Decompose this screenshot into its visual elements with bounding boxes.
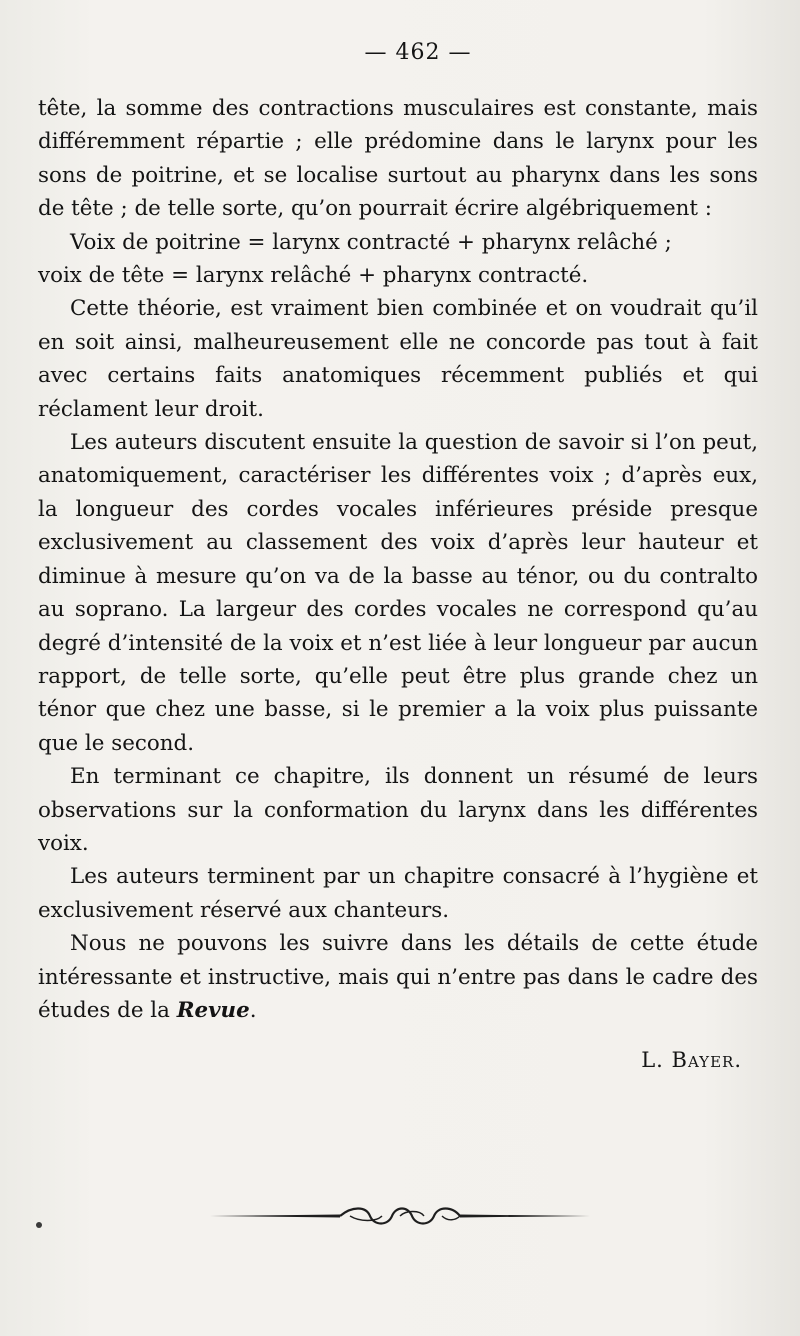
formula-head-voice: voix de tête = larynx relâché + pharynx contracté. [38, 263, 589, 289]
paragraph-continuation: tête, la somme des contractions musculaires est constante, mais différemment répartie ; elle prédomine dans le larynx pour les sons de poitrine, et se localise surtout au pharynx dans les sons de tête ; de telle sorte, qu’on pourrait écrire algébriquement : [38, 96, 758, 222]
author-initial: L. [641, 1048, 672, 1073]
conclusion-period: . [249, 997, 257, 1023]
formula-chest-voice: Voix de poitrine = larynx contracté + pharynx relâché ; [70, 229, 672, 255]
page-speck [36, 1222, 42, 1228]
author-name: Bayer. [671, 1048, 742, 1073]
conclusion-text: Nous ne pouvons les suivre dans les détails de cette étude intéressante et instructive, mais qui n’entre pas dans le cadre des études de la [38, 931, 758, 1023]
paragraph-anatomy: Les auteurs discutent ensuite la question de savoir si l’on peut, anatomiquement, caractériser les différentes voix ; d’après eux, la longueur des cordes vocales inférieures préside presque exclusivement au classement des voix d’après leur hauteur et diminue à mesure qu’on va de la basse au ténor, ou du contralto au soprano. La largeur des cordes vocales ne correspond qu’au degré d’intensité de la voix et n’est liée à leur longueur par aucun rapport, de telle sorte, qu’elle peut être plus grande chez un ténor que chez une basse, si le premier a la voix plus puissante que le second. [38, 430, 758, 756]
paragraph-hygiene: Les auteurs terminent par un chapitre consacré à l’hygiène et exclusivement réservé aux chanteurs. [38, 864, 758, 923]
paragraph-theory: Cette théorie, est vraiment bien combinée et on voudrait qu’il en soit ainsi, malheureusement elle ne concorde pas tout à fait avec certains faits anatomiques récemment publiés et qui réclament leur droit. [38, 296, 758, 422]
paragraph-conclusion [38, 927, 758, 1027]
paragraph-chapter-summary: En terminant ce chapitre, ils donnent un résumé de leurs observations sur la conformation du larynx dans les différentes voix. [38, 764, 758, 856]
revue-title: Revue [176, 997, 250, 1023]
ornamental-divider [210, 1196, 590, 1236]
body-text [38, 92, 758, 1027]
author-signature [38, 1045, 758, 1075]
page-number: — 462 — [364, 40, 472, 65]
